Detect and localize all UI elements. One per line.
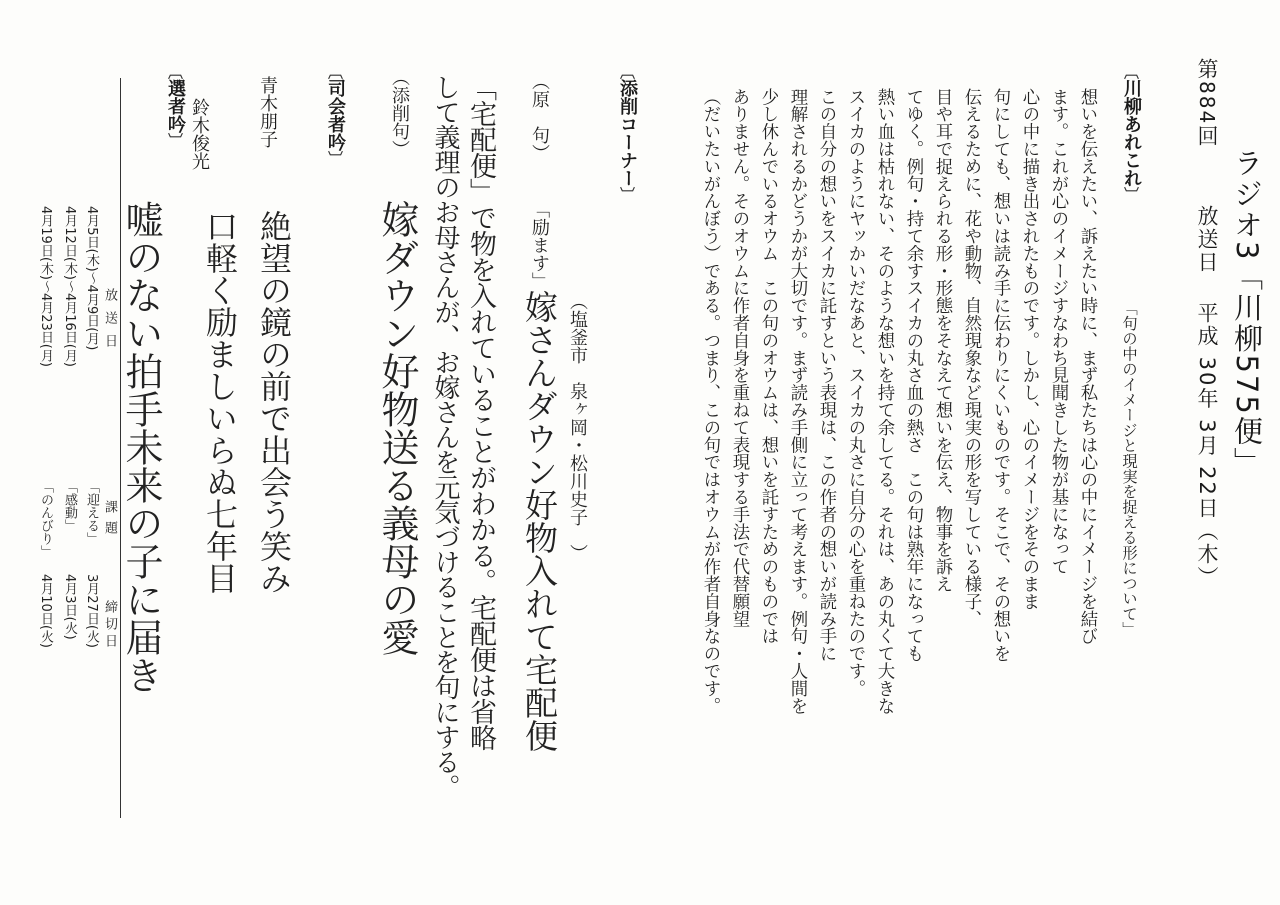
schedule-deadline: 4月10日(火) <box>38 574 53 648</box>
schedule-header-broadcast: 放送日 <box>102 288 117 357</box>
column-line: 理解されるかどうかが大切です。まず読み手側に立って考えます。例句・人間を <box>787 88 807 715</box>
column-line: 句にしても、想いは読み手に伝わりにくいものです。そこで、その想いを <box>990 88 1010 663</box>
heading-open-bracket: 〔 <box>1122 64 1140 79</box>
heading-close-bracket: 〕 <box>326 151 344 166</box>
schedule-header-theme: 課題 <box>102 500 117 542</box>
original-theme: 「励ます」 <box>529 200 550 290</box>
selector-heading <box>162 64 188 148</box>
schedule-theme: 「のんびり」 <box>38 480 53 558</box>
column-line: この自分の想いをスイカに託すという表現は、この作者の想いが読み手に <box>816 88 836 663</box>
column-line: スイカのようにヤッかいだなあと、スイカの丸さに自分の心を重ねたのです。 <box>845 88 865 697</box>
schedule-broadcast: 4月5日(木)〜4月9日(月) <box>84 206 99 351</box>
tensaku-comment-line: 「宅配便」で物を入れていることがわかる。宅配便は省略 <box>465 74 496 750</box>
selector-poem: 嘘のない拍手未来の子に届き <box>119 200 163 694</box>
broadcast-date-line <box>1192 205 1222 589</box>
broadcast-date: 平成 30年 3月 22日（木） <box>1195 302 1219 589</box>
host-name: 青木朋子 <box>257 76 278 148</box>
revised-label: （添削句） <box>389 68 410 158</box>
selector-heading-text: 選者吟 <box>165 79 186 133</box>
tensaku-heading <box>614 64 640 202</box>
schedule-broadcast: 4月19日(木)〜4月23日(月) <box>38 206 53 367</box>
episode-label <box>1192 58 1222 148</box>
column-line: 少し休んでいるオウム この句のオウムは、想いを託すためのものでは <box>758 88 778 645</box>
schedule-deadline: 4月3日(火) <box>62 574 77 640</box>
column-line: 心の中に描き出されたものです。しかし、心のイメージをそのまま <box>1019 88 1039 610</box>
column-line: 伝えるために、花や動物、自然現象など現実の形を写している様子、 <box>961 88 981 628</box>
schedule-theme: 「感動」 <box>62 480 77 532</box>
schedule-broadcast: 4月12日(木)〜4月16日(月) <box>62 206 77 367</box>
program-title: ラジオ3「川柳575便」 <box>1230 148 1264 478</box>
column-line: ます。これが心のイメージすなわち見聞きした物が基になって <box>1048 88 1068 576</box>
column-line: ありません。そのオウムに作者自身を重ねて表現する手法で代替願望 <box>729 88 749 628</box>
original-label: （原 句） <box>529 72 550 162</box>
schedule-theme: 「迎える」 <box>84 480 99 545</box>
heading-open-bracket: 〔 <box>326 64 344 79</box>
schedule-deadline: 3月27日(火) <box>84 574 99 648</box>
column-heading-text: 川柳あれこれ <box>1121 79 1142 187</box>
episode-suffix: 回 <box>1195 125 1219 149</box>
episode-number: 884 <box>1195 81 1219 126</box>
column-line: 目や耳で捉えられる形・形態をそなえて想いを伝え、物事を訴え <box>932 88 952 593</box>
original-poem: 嫁さんダウン好物入れて宅配便 <box>520 290 559 752</box>
tensaku-heading-text: 添削コーナー <box>617 79 638 187</box>
host-heading-text: 司会者吟 <box>325 79 346 151</box>
episode-prefix: 第 <box>1195 58 1219 81</box>
schedule-header-deadline: 締切日 <box>102 600 117 651</box>
column-line: 想いを伝えたい、訴えたい時に、まず私たちは心の中にイメージを結び <box>1077 88 1097 645</box>
heading-close-bracket: 〕 <box>166 133 184 148</box>
column-line: 熱い血は枯れない、そのような想いを持て余してる。それは、あの丸くて大きな <box>874 88 894 715</box>
heading-close-bracket: 〕 <box>1122 187 1140 202</box>
heading-close-bracket: 〕 <box>618 187 636 202</box>
column-line: （だいたいがんぼう）である。つまり、この句ではオウムが作者自身なのです。 <box>700 88 720 715</box>
revised-poem: 嫁ダウン好物送る義母の愛 <box>375 200 419 656</box>
host-poem: 絶望の鏡の前で出会う笑み <box>255 210 293 594</box>
host-heading <box>322 64 348 166</box>
broadcast-label: 放送日 <box>1195 205 1219 274</box>
column-line: てゆく。例句・持て余すスイカの丸さ血の熱さ この句は熟年になっても <box>903 88 923 663</box>
host-poem: 口軽く励ましいらぬ七年目 <box>201 210 239 594</box>
heading-open-bracket: 〔 <box>166 64 184 79</box>
tensaku-comment-line: して義理のお母さんが、お嫁さんを元気づけることを句にする。 <box>430 74 460 799</box>
column-subtitle: 「句の中のイメージと現実を捉える形について」 <box>1120 300 1138 637</box>
heading-open-bracket: 〔 <box>618 64 636 79</box>
author-line: （塩釜市 泉ヶ岡・松川史子 ） <box>567 292 588 562</box>
host-name: 鈴木俊光 <box>189 98 210 170</box>
column-heading <box>1118 64 1144 202</box>
